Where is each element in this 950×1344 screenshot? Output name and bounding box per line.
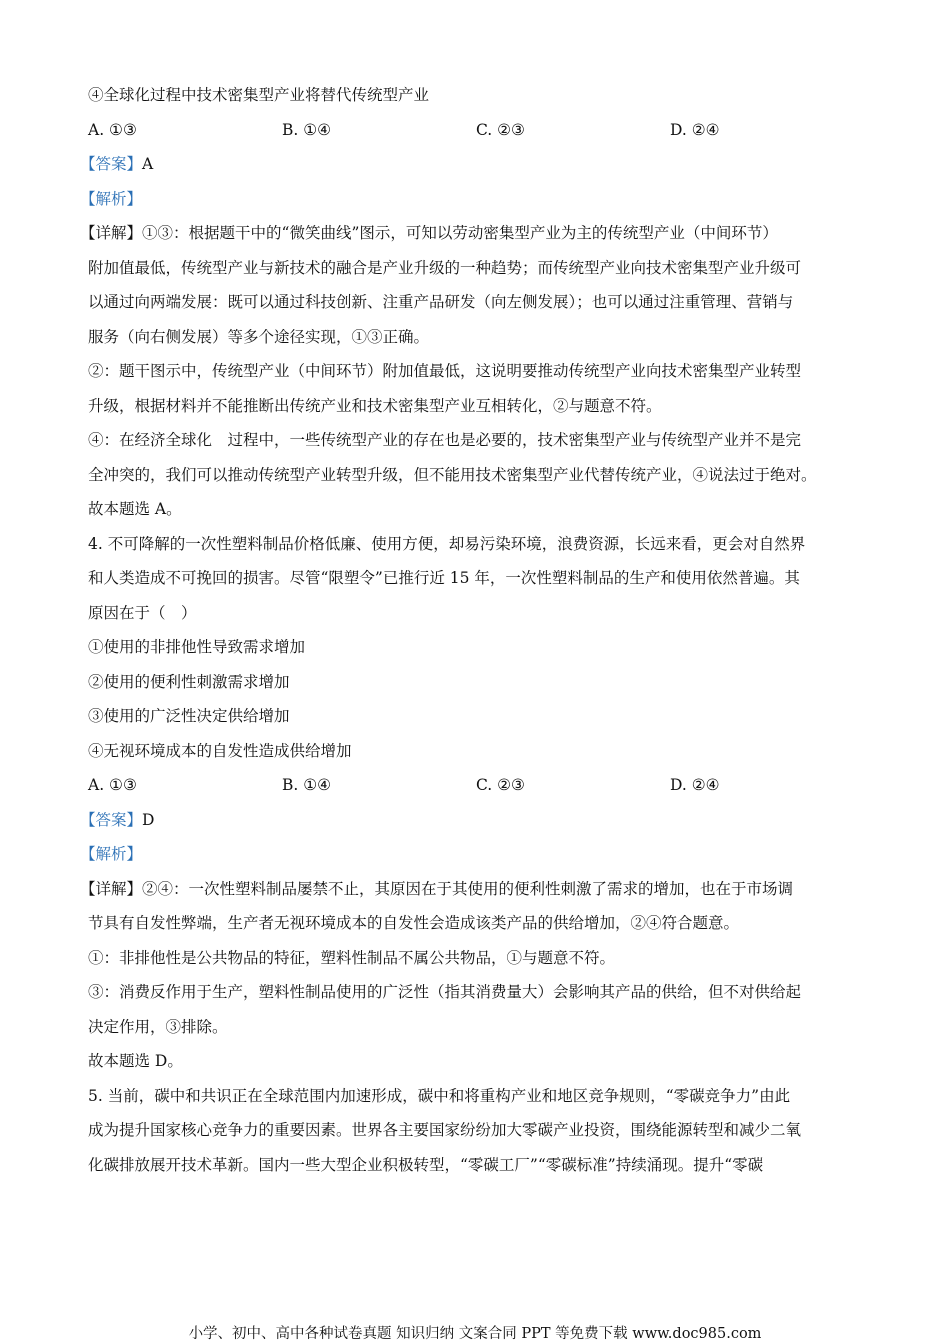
q4-answer [80, 803, 868, 838]
q4-detail-4: 决定作用，③排除。 [88, 1017, 228, 1036]
page-footer: 小学、初中、高中各种试卷真题 知识归纳 文案合同 PPT 等免费下载 www.doc985.com [188, 1326, 762, 1342]
q3-detail-1: 附加值最低，传统型产业与新技术的融合是产业升级的一种趋势；而传统型产业向技术密集型产业升级可 [88, 258, 802, 277]
answer-tag: 【答案】 [80, 155, 143, 173]
q4-detail-3: ③：消费反作用于生产，塑料性制品使用的广泛性（指其消费量大）会影响其产品的供给，但不对供给起 [88, 983, 802, 1001]
q4-choice-c: C. ②③ [476, 776, 525, 794]
q3-detail-3: 服务（向右侧发展）等多个途径实现，①③正确。 [88, 327, 430, 346]
q4-stem-1: 和人类造成不可挽回的损害。尽管“限塑令”已推行近 15 年，一次性塑料制品的生产和使用依然普遍。其 [88, 569, 800, 587]
q4-option-2: ②使用的便利性刺激需求增加 [88, 672, 290, 691]
q3-choice-b: B. ①④ [282, 120, 332, 139]
q4-analysis [80, 837, 868, 872]
q3-option-4: ④全球化过程中技术密集型产业将替代传统型产业 [88, 86, 430, 104]
q4-choice-d: D. ②④ [670, 776, 720, 794]
q3-detail-2: 以通过向两端发展：既可以通过科技创新、注重产品研发（向左侧发展）；也可以通过注重管理、营销与 [88, 293, 794, 311]
q4-choice-b: B. ①④ [282, 776, 332, 794]
q3-detail-6: ④：在经济全球化 过程中，一些传统型产业的存在也是必要的，技术密集型产业与传统型产业并不是完 [88, 431, 802, 449]
q4-detail-5: 故本题选 D。 [88, 1052, 183, 1070]
q3-detail-8: 故本题选 A。 [88, 500, 182, 518]
document-page [80, 78, 868, 1182]
q3-analysis [80, 182, 868, 217]
q4-option-3: ③使用的广泛性决定供给增加 [88, 707, 290, 725]
detail-text: ①③：根据题干中的“微笑曲线”图示，可知以劳动密集型产业为主的传统型产业（中间环节） [142, 224, 778, 242]
q4-stem-2: 原因在于（ ） [88, 603, 197, 622]
q3-detail-7: 全冲突的，我们可以推动传统型产业转型升级，但不能用技术密集型产业代替传统产业，④说法过于绝对。 [88, 465, 817, 484]
q3-answer [80, 147, 868, 182]
answer-value: A [142, 155, 154, 173]
detail-tag: 【详解】 [80, 879, 143, 898]
answer-value: D [142, 810, 155, 829]
q3-choices [88, 113, 868, 148]
q4-option-1: ①使用的非排他性导致需求增加 [88, 638, 306, 656]
q5-stem-2: 化碳排放展开技术革新。国内一些大型企业积极转型，“零碳工厂”“零碳标准”持续涌现。提升“零碳 [88, 1155, 764, 1174]
q4-option-4: ④无视环境成本的自发性造成供给增加 [88, 741, 352, 760]
analysis-tag: 【解析】 [80, 189, 143, 208]
detail-text: ②④：一次性塑料制品屡禁不止，其原因在于其使用的便利性刺激了需求的增加，也在于市场调 [142, 879, 794, 898]
q3-choice-c: C. ②③ [476, 120, 525, 139]
q3-detail-5: 升级，根据材料并不能推断出传统产业和技术密集型产业互相转化，②与题意不符。 [88, 396, 662, 415]
q5-stem-1: 成为提升国家核心竞争力的重要因素。世界各主要国家纷纷加大零碳产业投资，围绕能源转型和减少二氧 [88, 1121, 802, 1139]
q3-detail-0 [80, 216, 868, 251]
q4-detail-0 [80, 872, 868, 907]
q4-detail-1: 节具有自发性弊端，生产者无视环境成本的自发性会造成该类产品的供给增加，②④符合题意。 [88, 914, 740, 932]
q3-choice-a: A. ①③ [88, 120, 137, 139]
answer-tag: 【答案】 [80, 810, 143, 829]
q3-choice-d: D. ②④ [670, 120, 720, 139]
q4-stem-0: 4. 不可降解的一次性塑料制品价格低廉、使用方便，却易污染环境，浪费资源，长远来看，更会对自然界 [88, 534, 806, 553]
detail-tag: 【详解】 [80, 224, 143, 242]
q4-detail-2: ①：非排他性是公共物品的特征，塑料性制品不属公共物品，①与题意不符。 [88, 948, 616, 967]
q4-choices [88, 768, 868, 803]
q4-choice-a: A. ①③ [88, 776, 137, 794]
q3-detail-4: ②：题干图示中，传统型产业（中间环节）附加值最低，这说明要推动传统型产业向技术密集型产业转型 [88, 362, 802, 380]
q5-stem-0: 5. 当前，碳中和共识正在全球范围内加速形成，碳中和将重构产业和地区竞争规则，“零碳竞争力”由此 [88, 1086, 791, 1105]
analysis-tag: 【解析】 [80, 845, 143, 863]
